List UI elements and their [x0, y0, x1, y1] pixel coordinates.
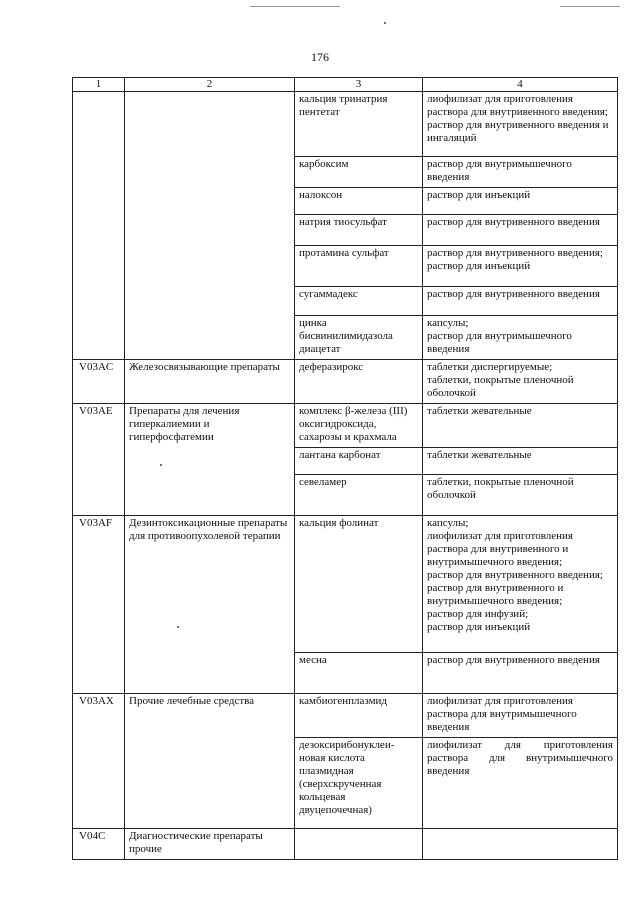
table-row	[73, 92, 618, 157]
dosage-forms: раствор для внутривенного введения	[423, 287, 618, 316]
active-substance: дезоксирибонуклеи- новая кислота плазмидная (сверхскрученная кольцевая двуцепочечная)	[295, 738, 423, 829]
column-number-4: 4	[423, 78, 618, 92]
drug-group: Дезинтоксикационные препараты для противоопухолевой терапии	[125, 516, 295, 694]
medicines-table	[72, 77, 618, 860]
atc-code	[73, 92, 125, 360]
table-row	[73, 404, 618, 448]
atc-code: V04C	[73, 829, 125, 860]
dosage-forms: таблетки жевательные	[423, 404, 618, 448]
drug-group: Диагностические препараты прочие	[125, 829, 295, 860]
dosage-forms: раствор для внутривенного введения	[423, 653, 618, 694]
drug-group: Прочие лечебные средства	[125, 694, 295, 829]
dosage-forms: таблетки, покрытые пленочной оболочкой	[423, 475, 618, 516]
dosage-forms: таблетки диспергируемые; таблетки, покрытые пленочной оболочкой	[423, 360, 618, 404]
scan-artifact-dot	[384, 22, 386, 24]
dosage-forms: раствор для внутримышечного введения	[423, 157, 618, 188]
active-substance: камбиогенплазмид	[295, 694, 423, 738]
column-number-3: 3	[295, 78, 423, 92]
dosage-forms: раствор для инъекций	[423, 188, 618, 215]
atc-code: V03AE	[73, 404, 125, 516]
active-substance	[295, 829, 423, 860]
page-number: 176	[311, 50, 329, 64]
dosage-forms: лиофилизат для приготовления раствора для внутримышечного введения	[423, 738, 618, 829]
active-substance: сугаммадекс	[295, 287, 423, 316]
active-substance: цинка бисвинилимидазола диацетат	[295, 316, 423, 360]
drug-group	[125, 92, 295, 360]
active-substance: кальция тринатрия пентетат	[295, 92, 423, 157]
active-substance: комплекс β-железа (III) оксигидроксида, сахарозы и крахмала	[295, 404, 423, 448]
dosage-forms: лиофилизат для приготовления раствора для внутримышечного введения	[423, 694, 618, 738]
drug-group: Железосвязывающие препараты	[125, 360, 295, 404]
table-row	[73, 694, 618, 738]
dosage-forms: раствор для внутривенного введения	[423, 215, 618, 246]
column-number-2: 2	[125, 78, 295, 92]
atc-code: V03AF	[73, 516, 125, 694]
table-row	[73, 360, 618, 404]
active-substance: севеламер	[295, 475, 423, 516]
table-row	[73, 829, 618, 860]
dosage-forms: капсулы; раствор для внутримышечного введения	[423, 316, 618, 360]
active-substance: деферазирокс	[295, 360, 423, 404]
dosage-forms: лиофилизат для приготовления раствора для внутривенного введения; раствор для внутривенного введения и ингаляций	[423, 92, 618, 157]
column-number-1: 1	[73, 78, 125, 92]
scan-artifact-line	[560, 6, 620, 7]
atc-code: V03AX	[73, 694, 125, 829]
active-substance: карбоксим	[295, 157, 423, 188]
active-substance: лантана карбонат	[295, 448, 423, 475]
atc-code: V03AC	[73, 360, 125, 404]
table-row	[73, 516, 618, 653]
dosage-forms: таблетки жевательные	[423, 448, 618, 475]
drug-group: Препараты для лечения гиперкалиемии и гиперфосфатемии	[125, 404, 295, 516]
active-substance: налоксон	[295, 188, 423, 215]
active-substance: натрия тиосульфат	[295, 215, 423, 246]
column-number-row	[73, 78, 618, 92]
active-substance: протамина сульфат	[295, 246, 423, 287]
dosage-forms: раствор для внутривенного введения; раствор для инъекций	[423, 246, 618, 287]
dosage-forms: капсулы; лиофилизат для приготовления раствора для внутривенного и внутримышечного введения; раствор для внутривенного введения; раствор для внутривенного и внутримышечного введения; раствор для инфузий; раствор для инъекций	[423, 516, 618, 653]
active-substance: месна	[295, 653, 423, 694]
dosage-forms	[423, 829, 618, 860]
active-substance: кальция фолинат	[295, 516, 423, 653]
scan-artifact-line	[250, 6, 340, 7]
